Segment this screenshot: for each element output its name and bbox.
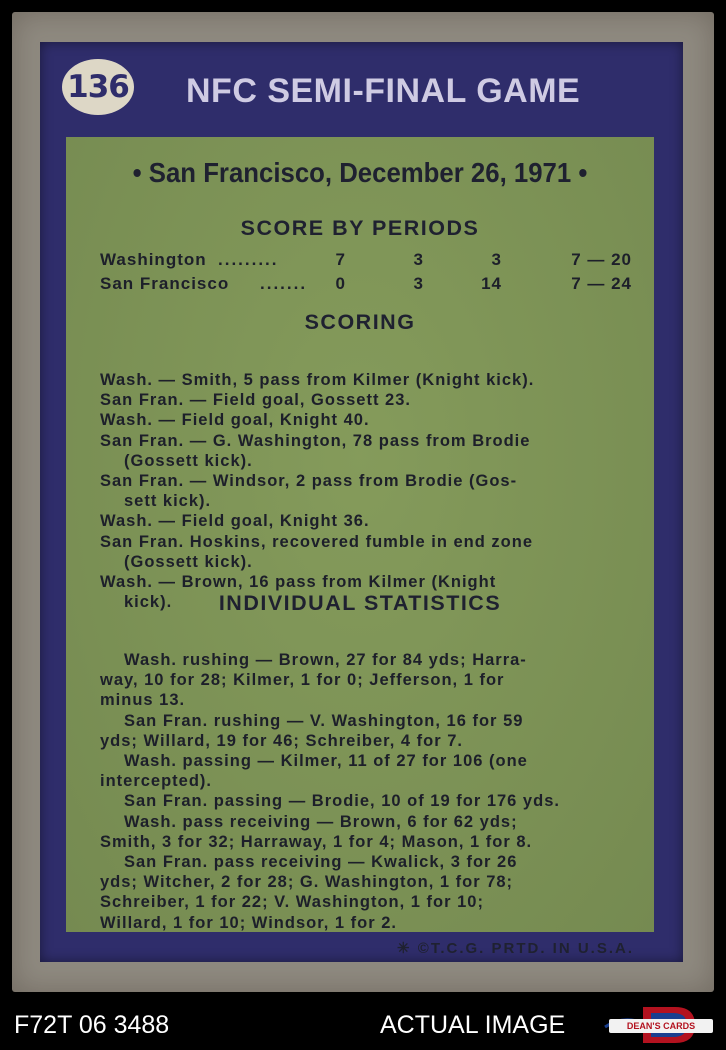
- logo-label: DEAN'S CARDS: [609, 1019, 713, 1033]
- stats-line: minus 13.: [100, 691, 186, 710]
- period-2-score: 3: [413, 250, 424, 269]
- final-score: 7 — 20: [571, 250, 632, 269]
- card-number: 136: [67, 69, 129, 105]
- period-2-score: 3: [413, 274, 424, 293]
- individual-statistics: [100, 650, 640, 933]
- scoring-line: San Fran. — Windsor, 2 pass from Brodie (Gos-: [100, 472, 518, 491]
- stats-line: Willard, 1 for 10; Windsor, 1 for 2.: [100, 913, 398, 932]
- stats-line: yds; Willard, 19 for 46; Schreiber, 4 for 7.: [100, 731, 463, 750]
- stats-line: San Fran. rushing — V. Washington, 16 for 59: [124, 711, 524, 730]
- leader-dots: .........: [218, 250, 279, 269]
- game-location-date: • San Francisco, December 26, 1971 •: [132, 157, 588, 188]
- card-title: NFC SEMI-FINAL GAME: [186, 72, 581, 110]
- scoring-line: Wash. — Field goal, Knight 36.: [100, 512, 370, 531]
- stats-line: Schreiber, 1 for 22; V. Washington, 1 for 10;: [100, 893, 484, 912]
- stats-line: Wash. pass receiving — Brown, 6 for 62 yds;: [124, 812, 518, 831]
- scoring-line: (Gossett kick).: [124, 552, 253, 571]
- scoring-summary: [100, 370, 640, 612]
- scoring-line: San Fran. — Field goal, Gossett 23.: [100, 391, 411, 410]
- stats-line: Wash. passing — Kilmer, 11 of 27 for 106 (one: [124, 752, 528, 771]
- leader-dots: .......: [260, 274, 308, 293]
- stats-line: San Fran. pass receiving — Kwalick, 3 for 26: [124, 853, 518, 872]
- actual-image-label: ACTUAL IMAGE: [380, 1011, 566, 1039]
- stats-line: San Fran. passing — Brodie, 10 of 19 for 176 yds.: [124, 792, 560, 811]
- period-1-score: 7: [335, 250, 346, 269]
- period-3-score: 14: [481, 274, 502, 293]
- period-3-score: 3: [491, 250, 502, 269]
- stats-line: Smith, 3 for 32; Harraway, 1 for 4; Mason, 1 for 8.: [100, 832, 533, 851]
- stats-heading: INDIVIDUAL STATISTICS: [218, 591, 502, 615]
- team-name: Washington: [100, 250, 207, 269]
- scoring-line: sett kick).: [124, 492, 212, 511]
- inventory-code: F72T 06 3488: [14, 1011, 170, 1039]
- score-heading: SCORE BY PERIODS: [240, 216, 480, 240]
- score-row-san-francisco: [100, 274, 636, 296]
- deans-cards-logo[interactable]: [603, 1005, 719, 1045]
- period-1-score: 0: [335, 274, 346, 293]
- scoring-line: (Gossett kick).: [124, 451, 253, 470]
- info-panel: [66, 137, 654, 957]
- card-back: [12, 12, 714, 992]
- stats-line: way, 10 for 28; Kilmer, 1 for 0; Jefferson, 1 for: [100, 671, 505, 690]
- scoring-line: San Fran. — G. Washington, 78 pass from Brodie: [100, 431, 531, 450]
- copyright-line: ✳ ©T.C.G. PRTD. IN U.S.A.: [397, 940, 634, 957]
- scoring-line: San Fran. Hoskins, recovered fumble in end zone: [100, 532, 534, 551]
- stats-line: Wash. rushing — Brown, 27 for 84 yds; Harra-: [124, 651, 527, 669]
- scoring-line: kick).: [124, 593, 173, 612]
- final-score: 7 — 24: [571, 274, 632, 293]
- scoring-line: Wash. — Brown, 16 pass from Kilmer (Knight: [100, 573, 497, 592]
- score-row-washington: [100, 250, 636, 272]
- stats-line: intercepted).: [100, 772, 213, 791]
- card-number-badge: [62, 59, 134, 115]
- card-frame: [40, 42, 683, 962]
- scoring-line: Wash. — Smith, 5 pass from Kilmer (Knight kick).: [100, 371, 535, 389]
- scoring-line: Wash. — Field goal, Knight 40.: [100, 411, 370, 430]
- team-name: San Francisco: [100, 274, 230, 293]
- scoring-heading: SCORING: [304, 310, 416, 334]
- stats-line: yds; Witcher, 2 for 28; G. Washington, 1 for 78;: [100, 873, 514, 892]
